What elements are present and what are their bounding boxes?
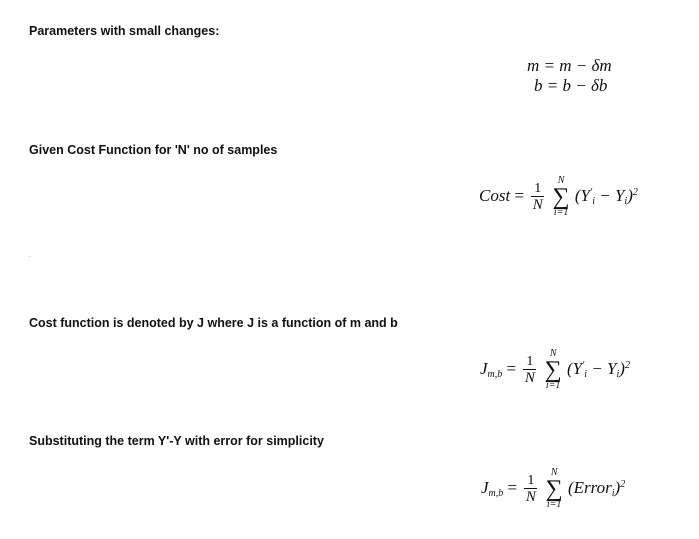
equation-body: (Error [567, 477, 612, 497]
equation-body: (Y [566, 358, 583, 378]
section-heading-parameters: Parameters with small changes: [29, 24, 220, 38]
equation-lhs: Cost [479, 185, 511, 205]
subscript-i: i [592, 195, 595, 207]
exponent: 2 [632, 186, 638, 198]
equation-m-update: m = m − δm [527, 56, 612, 75]
section-heading-cost-function: Given Cost Function for 'N' no of samples [29, 143, 278, 157]
subscript-i: i [584, 368, 588, 380]
closing-paren: ) [627, 185, 633, 205]
fraction [531, 181, 544, 214]
equation-lhs: J [480, 358, 488, 378]
summation-upper-limit: N [550, 467, 558, 478]
prime-mark: ′ [582, 359, 585, 371]
prime-mark: ′ [590, 186, 593, 198]
equals-sign: = [514, 185, 525, 205]
exponent: 2 [624, 359, 630, 371]
divider [28, 256, 31, 257]
equals-sign: = [506, 358, 517, 378]
section-heading-j-function: Cost function is denoted by J where J is a function of m and b [29, 316, 398, 330]
summation-lower-limit: i=1 [546, 499, 562, 510]
fraction-denominator: N [525, 488, 536, 505]
summation-sigma: ∑ [544, 357, 562, 383]
fraction-numerator: 1 [524, 473, 537, 489]
fraction-denominator: N [532, 196, 543, 213]
fraction [523, 354, 536, 387]
subscript-i-second: i [624, 195, 628, 207]
equals-sign: = [507, 477, 518, 497]
cost-function-equation [479, 176, 638, 218]
lhs-subscript: m,b [487, 368, 503, 380]
summation [553, 176, 570, 218]
summation-sigma: ∑ [552, 184, 570, 210]
fraction-numerator: 1 [531, 181, 544, 197]
exponent: 2 [620, 478, 626, 490]
equation-b-update: b = b − δb [534, 76, 608, 95]
summation-upper-limit: N [549, 348, 557, 359]
j-function-equation [480, 349, 630, 391]
subscript-i: i [611, 487, 615, 499]
summation-sigma: ∑ [545, 476, 563, 502]
summation-upper-limit: N [557, 175, 565, 186]
fraction [524, 473, 537, 506]
error-function-equation [481, 468, 625, 510]
equation-lhs: J [481, 477, 489, 497]
section-heading-error-substitution: Substituting the term Y'-Y with error for simplicity [29, 434, 324, 448]
equation-minus-term: − Y [587, 358, 617, 378]
summation [545, 349, 562, 391]
closing-paren: ) [614, 477, 621, 497]
equation-minus-term: − Y [594, 185, 625, 205]
lhs-subscript: m,b [488, 487, 504, 499]
equation-body: (Y [574, 185, 591, 205]
closing-paren: ) [619, 358, 625, 378]
summation [546, 468, 563, 510]
summation-lower-limit: i=1 [545, 380, 561, 391]
fraction-numerator: 1 [523, 354, 536, 370]
fraction-denominator: N [524, 369, 535, 386]
summation-lower-limit: i=1 [553, 207, 569, 218]
parameter-update-equations [527, 56, 612, 96]
subscript-i-second: i [616, 368, 620, 380]
